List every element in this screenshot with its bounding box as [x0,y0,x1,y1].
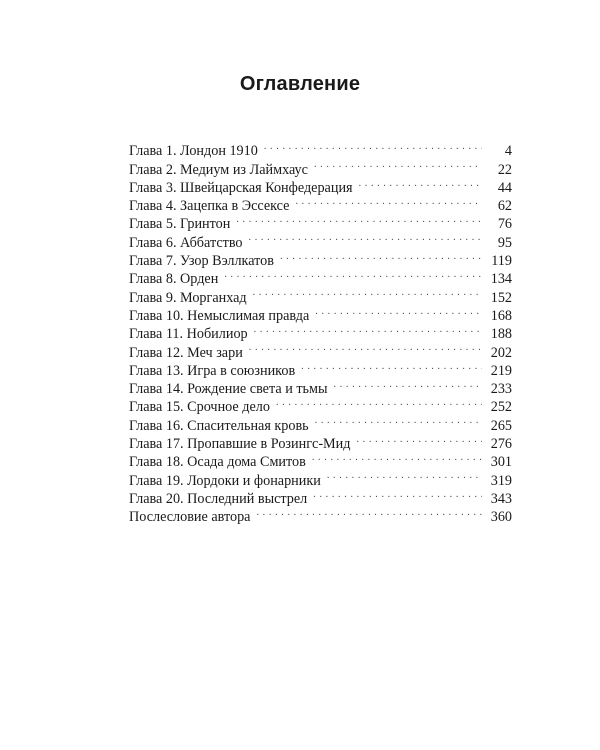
toc-entry-label: Глава 4. Зацепка в Эссексе [129,198,290,215]
toc-entry-page-number: 95 [497,234,512,251]
toc-dot-leader [312,448,482,466]
toc-dot-leader [264,137,482,155]
toc-entry-label: Глава 19. Лордоки и фонарники [129,472,321,489]
toc-entry-page-number: 252 [490,399,512,416]
toc-entry-page-number: 233 [490,381,512,398]
toc-dot-leader [280,247,482,265]
toc-entry-page-number: 276 [490,436,512,453]
toc-dot-leader [254,320,482,338]
toc-dot-leader [253,283,482,301]
toc-entry-label: Глава 17. Пропавшие в Розингс-Мид [129,436,351,453]
table-of-contents [129,137,512,526]
toc-dot-leader [301,357,482,375]
toc-entry-label: Глава 2. Медиум из Лаймхаус [129,161,308,178]
toc-entry-page-number: 168 [490,307,512,324]
toc-dot-leader [315,411,482,429]
toc-entry-page-number: 134 [490,271,512,288]
toc-entry-label: Глава 10. Немыслимая правда [129,307,310,324]
toc-entry-label: Глава 7. Узор Вэллкатов [129,253,274,270]
toc-entry-label: Послесловие автора [129,509,251,526]
toc-dot-leader [236,210,482,228]
toc-dot-leader [313,485,482,503]
toc-dot-leader [249,338,482,356]
toc-entry-page-number: 119 [491,253,512,270]
toc-entry-page-number: 301 [490,454,512,471]
toc-entry [129,137,512,160]
toc-entry-label: Глава 18. Осада дома Смитов [129,454,306,471]
toc-dot-leader [359,174,482,192]
toc-dot-leader [356,430,482,448]
toc-entry-page-number: 188 [490,326,512,343]
toc-entry-label: Глава 6. Аббатство [129,234,243,251]
toc-dot-leader [276,393,482,411]
page-title: Оглавление [239,73,361,95]
toc-entry-label: Глава 16. Спасительная кровь [129,417,309,434]
toc-entry-label: Глава 9. Морганхад [129,289,247,306]
toc-entry-page-number: 360 [490,509,512,526]
toc-entry-page-number: 265 [490,417,512,434]
toc-entry-page-number: 152 [490,289,512,306]
toc-entry-page-number: 319 [490,472,512,489]
toc-dot-leader [314,155,482,173]
toc-entry-label: Глава 8. Орден [129,271,219,288]
toc-entry-label: Глава 15. Срочное дело [129,399,270,416]
toc-entry-label: Глава 1. Лондон 1910 [129,143,258,160]
toc-entry-page-number: 219 [490,362,512,379]
toc-entry-label: Глава 13. Игра в союзников [129,362,296,379]
toc-entry-label: Глава 3. Швейцарская Конфедерация [129,179,353,196]
toc-dot-leader [315,302,482,320]
toc-entry-label: Глава 14. Рождение света и тьмы [129,381,328,398]
toc-dot-leader [249,228,482,246]
toc-entry-page-number: 343 [490,490,512,507]
toc-dot-leader [334,375,482,393]
toc-entry-label: Глава 20. Последний выстрел [129,490,308,507]
toc-entry-label: Глава 5. Гринтон [129,216,231,233]
toc-entry-label: Глава 11. Нобилиор [129,326,248,343]
toc-dot-leader [327,466,482,484]
toc-dot-leader [224,265,482,283]
toc-entry-page-number: 202 [490,344,512,361]
toc-entry-page-number: 44 [497,179,512,196]
toc-entry-page-number: 4 [504,143,512,160]
toc-entry-page-number: 62 [497,198,512,215]
toc-dot-leader [256,503,482,521]
toc-entry-label: Глава 12. Меч зари [129,344,243,361]
toc-dot-leader [295,192,482,210]
toc-entry-page-number: 76 [497,216,512,233]
toc-entry-page-number: 22 [497,161,512,178]
